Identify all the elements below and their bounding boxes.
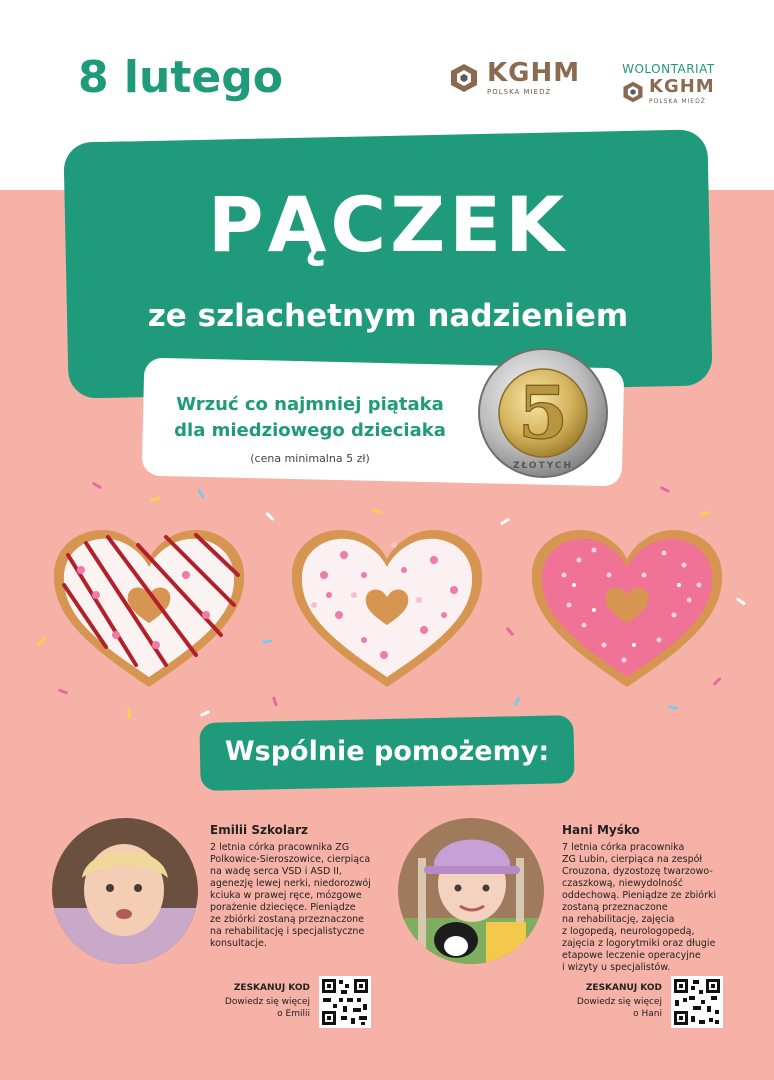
kghm-logo-sub: POLSKA MIEDŹ	[487, 88, 552, 96]
pink-heart-donut	[524, 515, 730, 697]
hero-title: PĄCZEK	[207, 180, 569, 269]
volunteer-logo-sub: POLSKA MIEDŹ	[649, 98, 706, 105]
volunteer-logo	[622, 62, 715, 105]
offer-tagline	[150, 392, 470, 444]
kghm-logo-name: KGHM	[487, 58, 581, 88]
kghm-hexagon-icon	[449, 63, 479, 93]
child-name: Hani Myśko	[562, 823, 640, 837]
child-photo-hania	[398, 818, 544, 964]
hero-subtitle: ze szlachetnym nadzieniem	[147, 298, 629, 334]
scan-code-label: ZESKANUJ KOD	[233, 983, 310, 993]
qr-code-emilia[interactable]	[319, 976, 371, 1028]
offer-line-1: Wrzuć co najmniej piątaka	[176, 394, 444, 415]
child-description: 7 letnia córka pracownika ZG Lubin, cierpiąca na zespół Crouzona, dyzostozę twarzowo- czaszkową, niewydolność oddechową. Pieniądze ze zbiórki zostaną przeznaczone na rehabilitację, zajęcia z logopedą, neurologopedą, zajęcia z logorytmiki oraz długie etapowe leczenie operacyjne i wizyty u specjalistów.	[562, 842, 717, 973]
child-name: Emilii Szkolarz	[210, 823, 308, 837]
child-description: 2 letnia córka pracownika ZG Polkowice-Sieroszowice, cierpiąca na wadę serca VSD i ASD II, agenezję lewej nerki, niedorozwój kciuka w prawej ręce, mózgowe porażenie dziecięce. Pieniądze ze zbiórki zostaną przeznaczone na rehabilitację i specjalistyczne konsultacje.	[210, 842, 371, 949]
coin-icon	[476, 346, 610, 480]
kghm-logo	[449, 60, 580, 96]
coin-value: 5	[517, 370, 569, 455]
volunteer-label: WOLONTARIAT	[622, 62, 715, 76]
qr-code-hania[interactable]	[671, 976, 723, 1028]
striped-heart-donut	[46, 515, 252, 697]
coin-label: ZŁOTYCH	[512, 461, 574, 471]
offer-line-2: dla miedziowego dzieciaka	[174, 420, 446, 441]
child-photo-emilia	[52, 818, 198, 964]
scan-code-desc: Dowiedz się więcej o Hani	[576, 997, 662, 1019]
scan-code-desc: Dowiedz się więcej o Emilii	[224, 997, 310, 1019]
white-heart-donut	[284, 515, 490, 697]
min-price-note: (cena minimalna 5 zł)	[250, 452, 370, 465]
volunteer-logo-name: KGHM	[649, 76, 715, 97]
kghm-hexagon-icon	[622, 81, 644, 103]
event-date: 8 lutego	[78, 52, 283, 103]
scan-code-label: ZESKANUJ KOD	[585, 983, 662, 993]
help-label: Wspólnie pomożemy:	[224, 736, 550, 767]
